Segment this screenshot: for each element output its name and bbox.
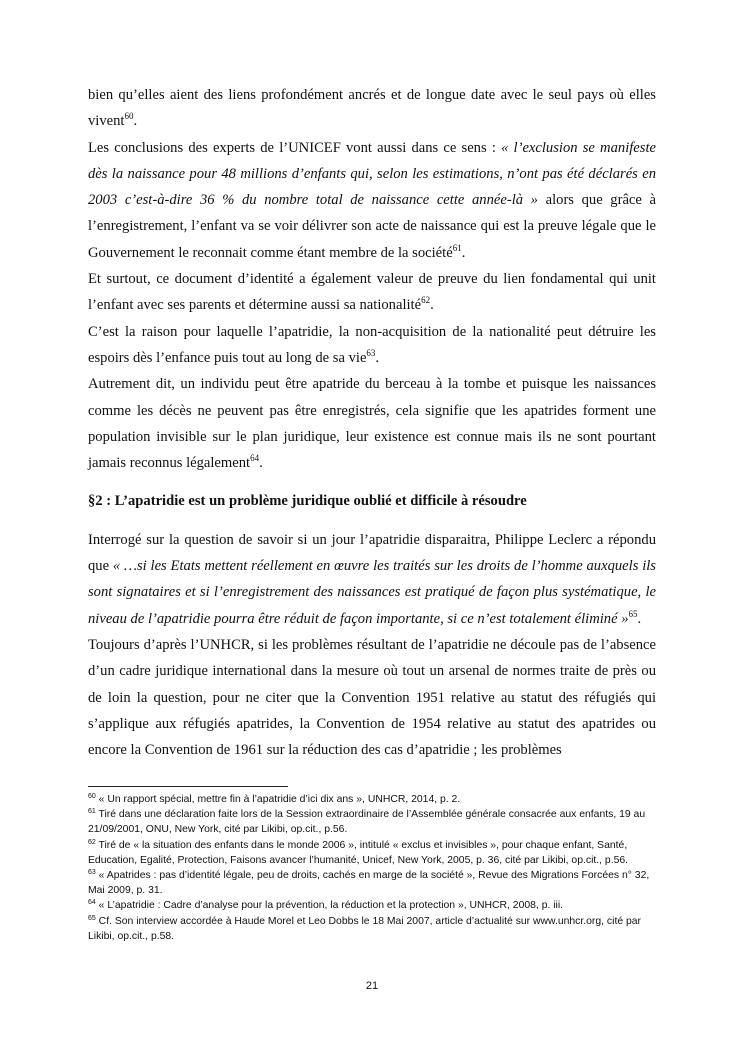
footnote-ref-61[interactable]: 61 <box>452 242 462 253</box>
footnote-ref-63[interactable]: 63 <box>366 347 376 358</box>
unicef-quote: « l’exclusion se manifeste dès la naissance pour 48 millions d’enfants qui, selon les estimations, n’ont pas été déclarés en 2003 c’est-à-dire 36 % du nombre total de naissance cette année-là » <box>88 139 656 209</box>
paragraph-7: Toujours d’après l’UNHCR, si les problèmes résultant de l’apatridie ne découle pas de l’absence d’un cadre juridique international dans la mesure où tout un arsenal de normes traite de près ou de loin la question, pour ne citer que la Convention 1951 relative au statut des réfugiés qui s’applique aux réfugiés apatrides, la Convention de 1954 relative au statut des apatrides ou encore la Convention de 1961 sur la réduction des cas d’apatridie ; les problèmes <box>88 636 656 759</box>
footnote-separator <box>88 786 288 787</box>
paragraph-5: Autrement dit, un individu peut être apatride du berceau à la tombe et puisque les naissances comme les décès ne peuvent pas être enregistrés, cela signifie que les apatrides forment une population invisible sur le plan juridique, leur existence est connue mais ils ne sont pourtant jamais reconnus légalement$^{64}$. <box>88 376 656 472</box>
footnote-60: $^{60}$ « Un rapport spécial, mettre fin à l’apatridie d’ici dix ans », UNHCR, 2014, p. 2. <box>88 793 461 805</box>
section-heading: §2 : L’apatridie est un problème juridique oublié et difficile à résoudre <box>88 493 527 510</box>
paragraph-6: Interrogé sur la question de savoir si un jour l’apatridie disparaitra, Philippe Leclerc a répondu que « …si les Etats mettent réellement en œuvre les traités sur les droits de l’homme auxquels ils sont signataires et si l’enregistrement des naissances est pratiqué de façon plus systématique, le niveau de l’apatridie pourra être réduit de façon importante, si ce n’est totalement éliminé »$^{65}$. <box>88 531 656 627</box>
footnote-ref-60[interactable]: 60 <box>124 111 134 122</box>
footnote-ref-62[interactable]: 62 <box>421 295 431 306</box>
footnote-ref-65[interactable]: 65 <box>628 608 638 619</box>
footnote-63: $^{63}$ « Apatrides : pas d’identité légale, peu de droits, cachés en marge de la société », Revue des Migrations Forcées n° 32, Mai 2009, p. 31. <box>88 869 650 897</box>
footnote-62: $^{62}$ Tiré de « la situation des enfants dans le monde 2006 », intitulé « exclus et invisibles », pour chaque enfant, Santé, Education, Egalité, Protection, Faisons avancer l’humanité, Unicef, New York, 2005, p. 36, cité par Likibi, op.cit., p.56. <box>88 838 629 866</box>
paragraph-4: C’est la raison pour laquelle l’apatridie, la non-acquisition de la nationalité peut détruire les espoirs dès l’enfance puis tout au long de sa vie$^{63}$. <box>88 323 656 366</box>
body-text <box>88 82 656 763</box>
footnote-64: $^{64}$ « L’apatridie : Cadre d’analyse pour la prévention, la réduction et la protection », UNHCR, 2008, p. iii. <box>88 899 564 912</box>
footnote-ref-64[interactable]: 64 <box>250 453 260 464</box>
paragraph-1: bien qu’elles aient des liens profondément ancrés et de longue date avec le seul pays où elles vivent$^{60}$. <box>88 87 656 130</box>
footnote-61: $^{61}$ Tiré dans une déclaration faite lors de la Session extraordinaire de l’Assemblée générale consacrée aux enfants, 19 au 21/09/2001, ONU, New York, cité par Likibi, op.cit., p.56. <box>88 808 646 836</box>
paragraph-2: Les conclusions des experts de l’UNICEF vont aussi dans ce sens : « l’exclusion se manifeste dès la naissance pour 48 millions d’enfants qui, selon les estimations, n’ont pas été déclarés en 2003 c’est-à-dire 36 % du nombre total de naissance cette année-là » alors que grâce à l’enregistrement, l’enfant va se voir délivrer son acte de naissance qui est la preuve légale que le Gouvernement le reconnait comme étant membre de la société$^{61}$. <box>88 139 656 261</box>
footnotes <box>88 792 660 944</box>
leclerc-quote: « …si les Etats mettent réellement en œuvre les traités sur les droits de l’homme auxquels ils sont signataires et si l’enregistrement des naissances est pratiqué de façon plus systématique, le niveau de l’apatridie pourra être réduit de façon importante, si ce n’est totalement éliminé » <box>88 558 656 627</box>
page-number: 21 <box>365 980 379 992</box>
paragraph-3: Et surtout, ce document d’identité a également valeur de preuve du lien fondamental qui unit l’enfant avec ses parents et détermine aussi sa nationalité$^{62}$. <box>88 271 656 314</box>
footnote-65: $^{65}$ Cf. Son interview accordée à Haude Morel et Leo Dobbs le 18 Mai 2007, article d’actualité sur www.unhcr.org, cité par Likibi, op.cit., p.58. <box>88 914 642 942</box>
